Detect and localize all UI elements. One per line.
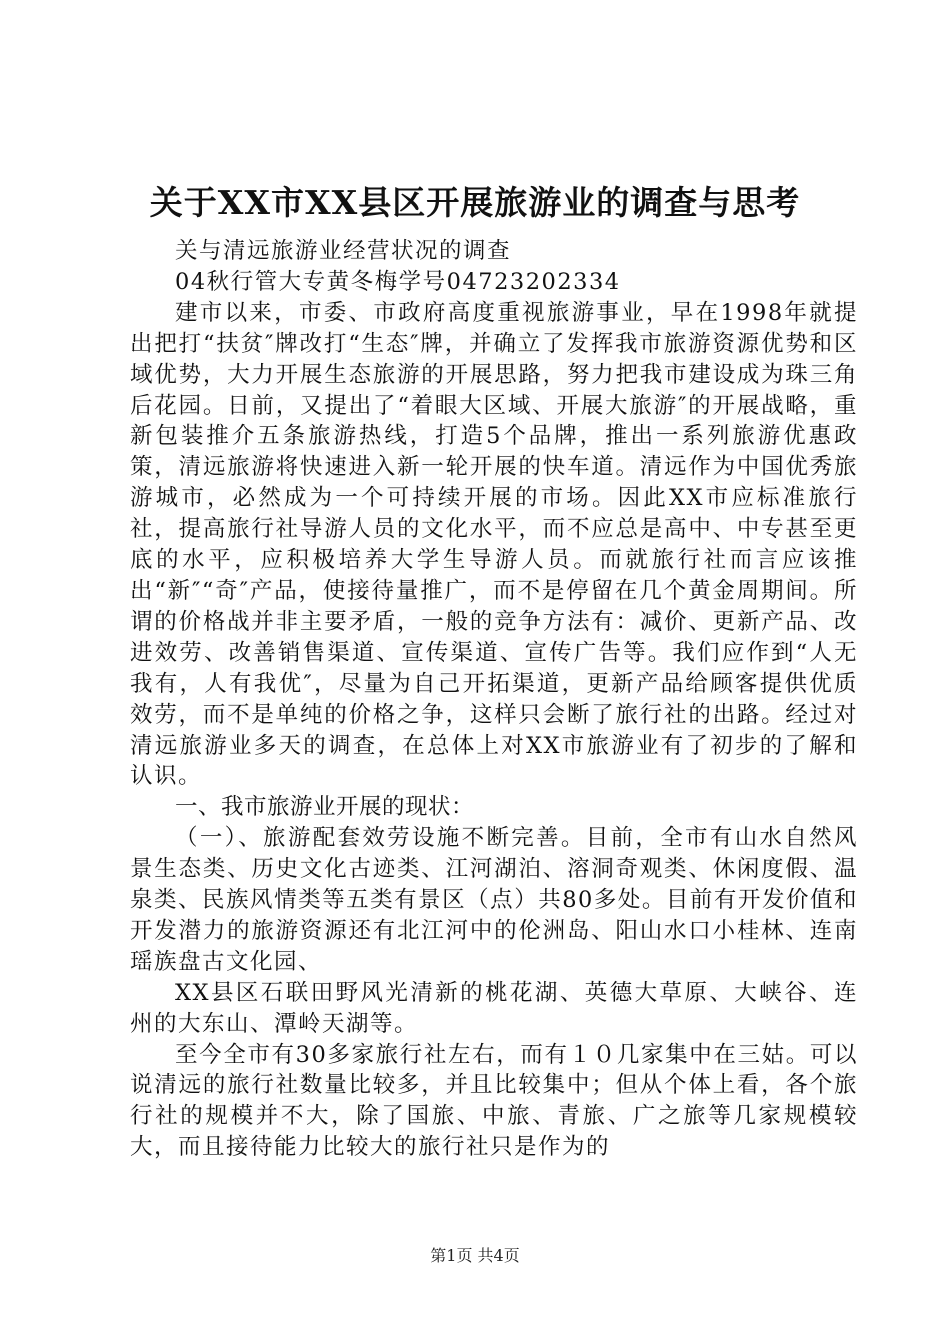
page-footer: 第1页 共4页 bbox=[430, 1246, 520, 1265]
author-line: 04秋行管大专黄冬梅学号04723202334 bbox=[175, 268, 621, 295]
paragraph-intro: 建市以来，市委、市政府高度重视旅游事业，早在1998年就提出把打“扶贫″牌改打“生态″牌，并确立了发挥我市旅游资源优势和区域优势，大力开展生态旅游的开展思路，努力把我市建设成为珠三角后花园。日前，又提出了“着眼大区域、开展大旅游″的开展战略，重新包装推介五条旅游热线，打造5个品牌，推出一系列旅游优惠政策，清远旅游将快速进入新一轮开展的快车道。清远作为中国优秀旅游城市，必然成为一个可持续开展的市场。因此XX市应标准旅行社，提高旅行社导游人员的文化水平，而不应总是高中、中专甚至更底的水平，应积极培养大学生导游人员。而就旅行社而言应该推出“新″“奇″产品，使接待量推广，而不是停留在几个黄金周期间。所谓的价格战并非主要矛盾，一般的竞争方法有：减价、更新产品、改进效劳、改善销售渠道、宣传渠道、宣传广告等。我们应作到“人无我有，人有我优″，尽量为自己开拓渠道，更新产品给顾客提供优质效劳，而不是单纯的价格之争，这样只会断了旅行社的出路。经过对清远旅游业多天的调查，在总体上对XX市旅游业有了初步的了解和认识。 bbox=[130, 299, 858, 790]
document-subtitle: 关与清远旅游业经营状况的调查 bbox=[175, 238, 512, 264]
paragraph-facilities: （一）、旅游配套效劳设施不断完善。目前，全市有山水自然风景生态类、历史文化古迹类、江河湖泊、溶洞奇观类、休闲度假、温泉类、民族风情类等五类有景区（点）共80多处。目前有开发价值和开发潜力的旅游资源还有北江河中的伦洲岛、阳山水口小桂林、连南瑶族盘古文化园、 bbox=[130, 825, 858, 975]
document-body bbox=[130, 236, 858, 1163]
paragraph-scenic-spots: XX县区石联田野风光清新的桃花湖、英德大草原、大峡谷、连州的大东山、潭岭天湖等。 bbox=[130, 979, 858, 1037]
document-title: 关于XX市XX县区开展旅游业的调查与思考 bbox=[149, 183, 801, 222]
section-heading: 一、我市旅游业开展的现状： bbox=[175, 794, 475, 821]
paragraph-travel-agencies: 至今全市有30多家旅行社左右，而有１０几家集中在三姑。可以说清远的旅行社数量比较多，并且比较集中；但从个体上看，各个旅行社的规模并不大，除了国旅、中旅、青旅、广之旅等几家规模较大，而且接待能力比较大的旅行社只是作为的 bbox=[130, 1041, 858, 1161]
